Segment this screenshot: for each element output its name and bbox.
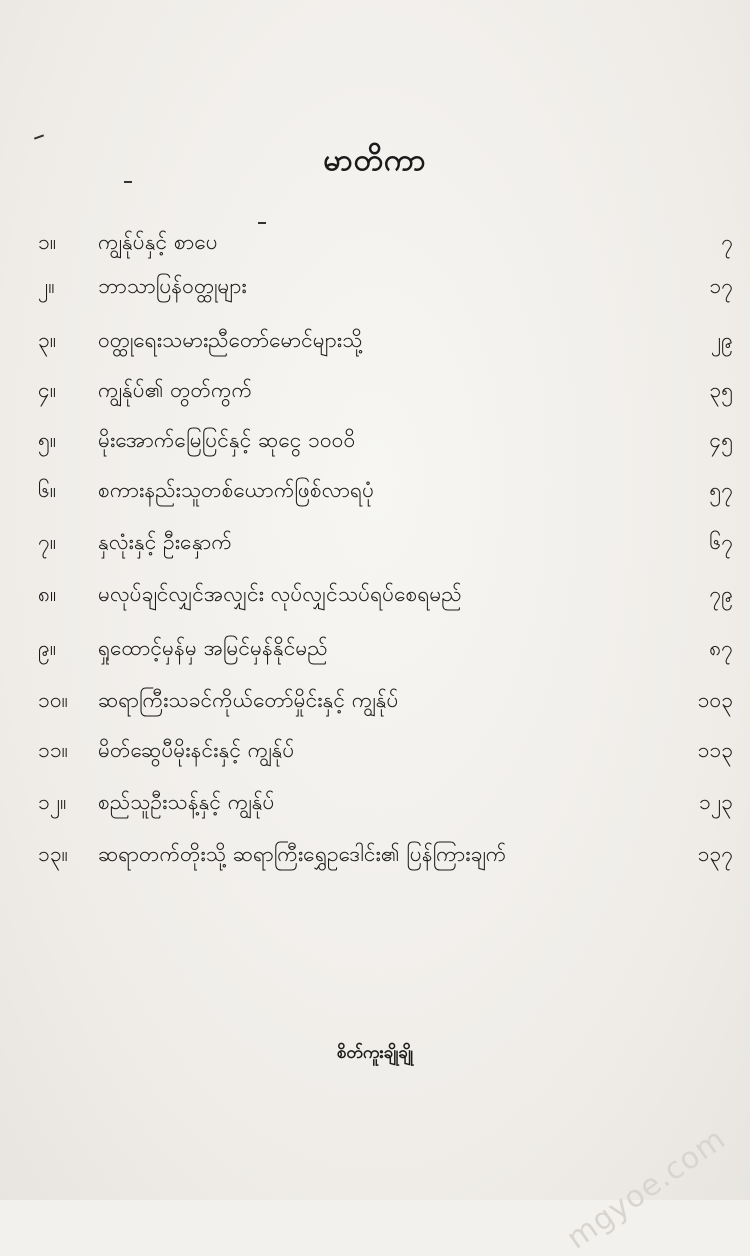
site-watermark: mgyoe.com	[560, 1121, 732, 1256]
page-number: ၁၀၃	[697, 688, 733, 712]
chapter-number: ၁၃။	[38, 842, 68, 866]
page-number: ၇	[721, 230, 733, 254]
chapter-number: ၅။	[38, 428, 57, 452]
page-title: မာတိကာ	[323, 143, 427, 178]
chapter-title: ဝတ္ထုရေးသမားညီတော်မောင်များသို့	[98, 328, 363, 352]
chapter-number: ၉။	[38, 636, 57, 660]
toc-entry[interactable]	[38, 730, 733, 770]
page-number: ၂၉	[710, 328, 733, 352]
chapter-number: ၄။	[38, 378, 57, 402]
chapter-title: မိုးအောက်မြေပြင်နှင့် ဆုငွေ ၁၀၀ဝိ	[98, 428, 356, 452]
toc-entry[interactable]	[38, 628, 733, 668]
page-number: ၇၉	[709, 582, 733, 606]
page-number: ၈၇	[709, 636, 733, 660]
toc-entry[interactable]	[38, 370, 733, 410]
toc-entry[interactable]	[38, 266, 733, 306]
chapter-number: ၁။	[38, 230, 57, 254]
chapter-number: ၁၀။	[38, 688, 68, 712]
chapter-number: ၃။	[38, 328, 57, 352]
toc-entry[interactable]	[38, 420, 733, 460]
chapter-number: ၁၁။	[38, 738, 68, 762]
chapter-title: ဘာသာပြန်ဝတ္ထုများ	[98, 274, 247, 298]
chapter-title: စကားနည်းသူတစ်ယောက်ဖြစ်လာရပုံ	[98, 478, 375, 502]
page-number: ၃၅	[709, 378, 733, 402]
chapter-title: ရှုထောင့်မှန်မှ အမြင်မှန်နိုင်မည်	[98, 636, 328, 660]
chapter-number: ၇။	[38, 530, 57, 554]
page-number: ၅၇	[709, 478, 733, 502]
chapter-title: မလုပ်ချင်လျှင်အလျှင်း လုပ်လျှင်သပ်ရပ်စေရမည်	[98, 582, 462, 606]
chapter-number: ၁၂။	[38, 790, 67, 814]
page-number: ၆၇	[709, 530, 733, 554]
chapter-title: စည်သူဦးသန့်နှင့် ကျွန်ုပ်	[98, 790, 275, 814]
chapter-title: မိတ်ဆွေပီမိုးနင်းနှင့် ကျွန်ုပ်	[98, 738, 295, 762]
chapter-number: ၆။	[38, 478, 57, 502]
toc-entry[interactable]	[38, 574, 733, 614]
toc-entry[interactable]	[38, 782, 733, 822]
chapter-title: ဆရာကြီးသခင်ကိုယ်တော်မှိုင်းနှင့် ကျွန်ုပ်	[98, 688, 399, 712]
ink-speck	[34, 134, 44, 139]
toc-entry[interactable]	[38, 222, 733, 262]
author-name: စိတ်ကူးချိုချို	[336, 1043, 414, 1063]
page-number: ၁၁၃	[697, 738, 733, 762]
toc-entry[interactable]	[38, 470, 733, 510]
toc-entry[interactable]	[38, 522, 733, 562]
page-number: ၁၃၇	[697, 842, 733, 866]
toc-entry[interactable]	[38, 834, 733, 874]
page-number: ၁၇	[709, 274, 733, 298]
toc-entry[interactable]	[38, 680, 733, 720]
chapter-number: ၈။	[38, 582, 57, 606]
page-number: ၄၅	[709, 428, 733, 452]
chapter-title: ကျွန်ုပ်နှင့် စာပေ	[98, 230, 218, 254]
page-number: ၁၂၃	[699, 790, 733, 814]
chapter-title: ဆရာတက်တိုးသို့ ဆရာကြီးရွှေဥဒေါင်း၏ ပြန်ကြားချက်	[98, 842, 507, 866]
chapter-number: ၂။	[38, 274, 55, 298]
chapter-title: နှလုံးနှင့် ဦးနှောက်	[98, 530, 232, 554]
chapter-title: ကျွန်ုပ်၏ တွတ်ကွက်	[98, 378, 253, 402]
toc-entry[interactable]	[38, 320, 733, 360]
